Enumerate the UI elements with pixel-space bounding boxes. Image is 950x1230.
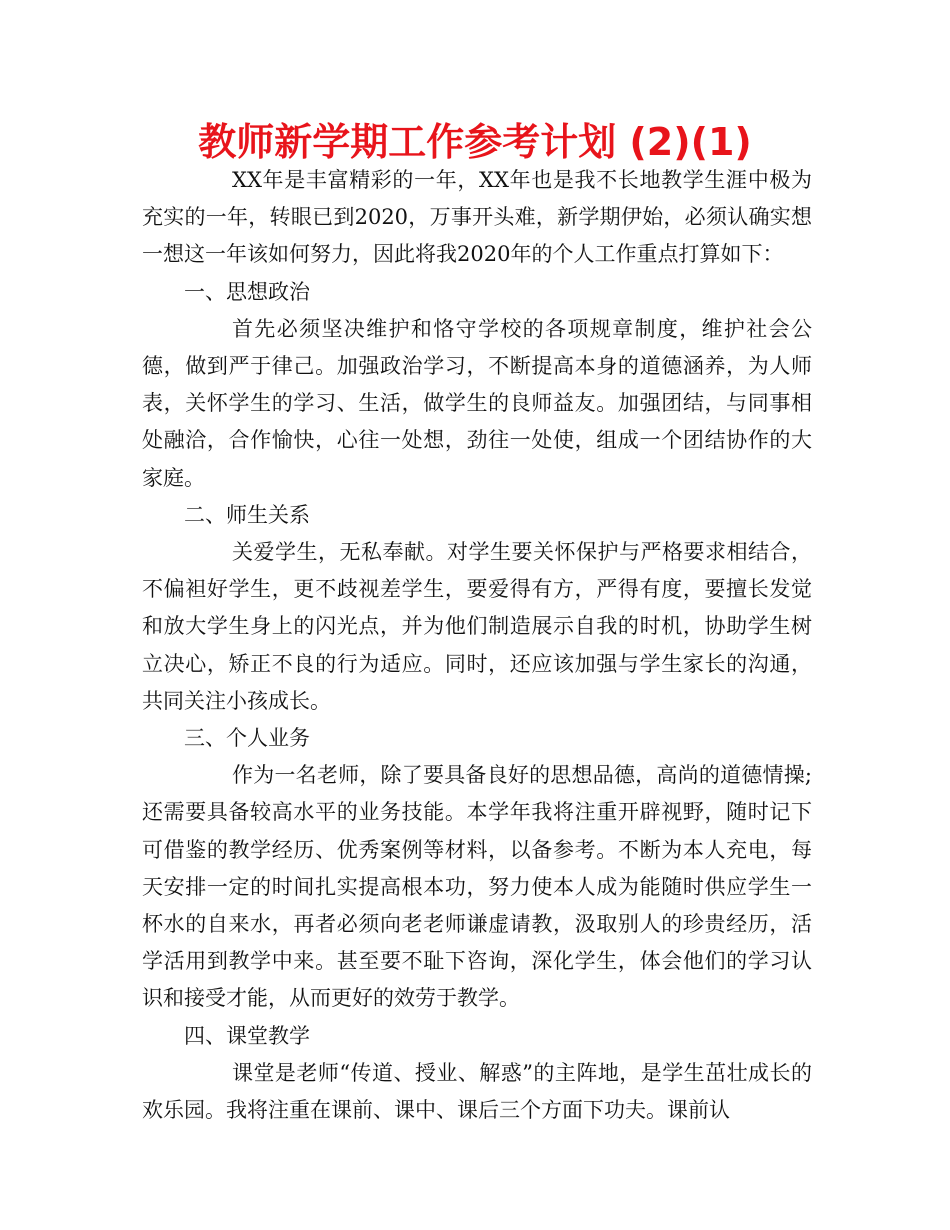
- document-title: 教师新学期工作参考计划 (2)(1): [198, 120, 752, 164]
- section-heading-personal-work: 三、个人业务: [184, 726, 310, 751]
- section-heading-teacher-student: 二、师生关系: [184, 502, 310, 527]
- paragraph-classroom: 课堂是老师“传道、授业、解惑”的主阵地，是学生茁壮成长的欢乐园。我将注重在课前、课中、课后三个方面下功夫。课前认: [142, 1060, 812, 1123]
- paragraph-teacher-student: 关爱学生，无私奉献。对学生要关怀保护与严格要求相结合，不偏袒好学生，更不歧视差学生，要爱得有方，严得有度，要擅长发觉和放大学生身上的闪光点，并为他们制造展示自我的时机，协助学生树立决心，矫正不良的行为适应。同时，还应该加强与学生家长的沟通，共同关注小孩成长。: [142, 540, 812, 713]
- document-body: [142, 162, 812, 1129]
- paragraph-personal-work: 作为一名老师，除了要具备良好的思想品德，高尚的道德情操;还需要具备较高水平的业务技能。本学年我将注重开辟视野，随时记下可借鉴的教学经历、优秀案例等材料，以备参考。不断为本人充电，每天安排一定的时间扎实提高根本功，努力使本人成为能随时供应学生一杯水的自来水，再者必须向老老师谦虚请教，汲取别人的珍贵经历，活学活用到教学中来。甚至要不耻下咨询，深化学生，体会他们的学习认识和接受才能，从而更好的效劳于教学。: [142, 763, 812, 1011]
- intro-paragraph: XX年是丰富精彩的一年，XX年也是我不长地教学生涯中极为充实的一年，转眼已到2020，万事开头难，新学期伊始，必须认确实想一想这一年该如何努力，因此将我2020年的个人工作重点打算如下：: [142, 168, 812, 267]
- section-heading-classroom: 四、课堂教学: [184, 1023, 310, 1048]
- section-heading-ideology: 一、思想政治: [184, 279, 310, 304]
- paragraph-ideology: 首先必须坚决维护和恪守学校的各项规章制度，维护社会公德，做到严于律己。加强政治学习，不断提高本身的道德涵养，为人师表，关怀学生的学习、生活，做学生的良师益友。加强团结，与同事相处融洽，合作愉快，心往一处想，劲往一处使，组成一个团结协作的大家庭。: [142, 316, 812, 490]
